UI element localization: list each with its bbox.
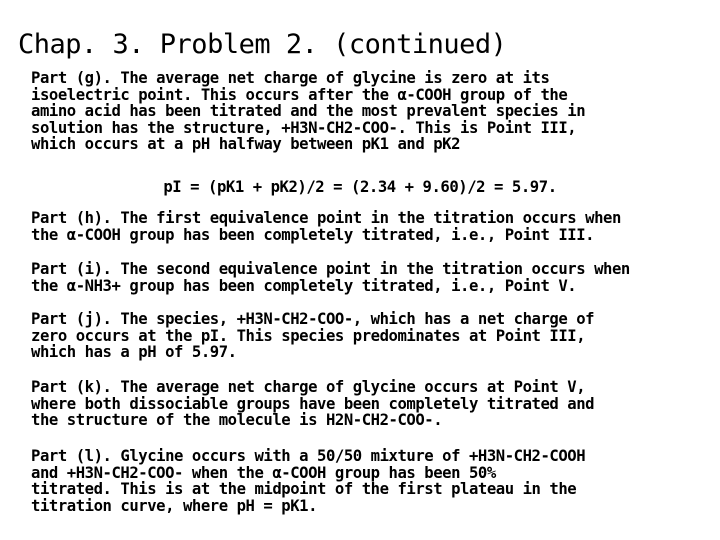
part-l-line-1: Part (l). Glycine occurs with a 50/50 mixture of +H3N-CH2-COOH <box>31 447 586 465</box>
part-l-line-4: titration curve, where pH = pK1. <box>31 496 318 515</box>
part-g-line-5: which occurs at a pH halfway between pK1 and pK2 <box>31 135 461 154</box>
part-h-line-2: the α-COOH group has been completely titrated, i.e., Point III. <box>31 225 595 244</box>
part-l-line-2: and +H3N-CH2-COO- when the α-COOH group has been 50% <box>31 463 496 482</box>
part-h-line-1: Part (h). The first equivalence point in the titration occurs when <box>31 209 621 227</box>
part-j-paragraph <box>31 311 691 361</box>
part-l-line-3: titrated. This is at the midpoint of the first plateau in the <box>31 480 577 499</box>
part-g-paragraph <box>31 70 691 153</box>
part-g-line-4: solution has the structure, +H3N-CH2-COO-. This is Point III, <box>31 118 577 137</box>
part-k-line-1: Part (k). The average net charge of glycine occurs at Point V, <box>31 378 586 396</box>
part-j-line-3: which has a pH of 5.97. <box>31 343 237 362</box>
part-i-line-2: the α-NH3+ group has been completely titrated, i.e., Point V. <box>31 276 577 295</box>
isoelectric-point-equation: pI = (pK1 + pK2)/2 = (2.34 + 9.60)/2 = 5.97. <box>163 178 557 196</box>
part-l-paragraph <box>31 448 691 514</box>
part-k-line-2: where both dissociable groups have been completely titrated and <box>31 394 595 413</box>
part-g-line-2: isoelectric point. This occurs after the α-COOH group of the <box>31 85 568 104</box>
part-k-paragraph <box>31 379 691 429</box>
slide-title: Chap. 3. Problem 2. (continued) <box>18 29 507 60</box>
part-i-paragraph <box>31 261 691 294</box>
part-k-line-3: the structure of the molecule is H2N-CH2-COO-. <box>31 411 443 430</box>
part-j-line-1: Part (j). The species, +H3N-CH2-COO-, which has a net charge of <box>31 310 595 328</box>
part-h-paragraph <box>31 210 691 243</box>
part-i-line-1: Part (i). The second equivalence point in the titration occurs when <box>31 260 630 278</box>
part-g-line-1: Part (g). The average net charge of glycine is zero at its <box>31 69 550 87</box>
part-j-line-2: zero occurs at the pI. This species predominates at Point III, <box>31 326 586 345</box>
part-g-line-3: amino acid has been titrated and the most prevalent species in <box>31 102 586 121</box>
